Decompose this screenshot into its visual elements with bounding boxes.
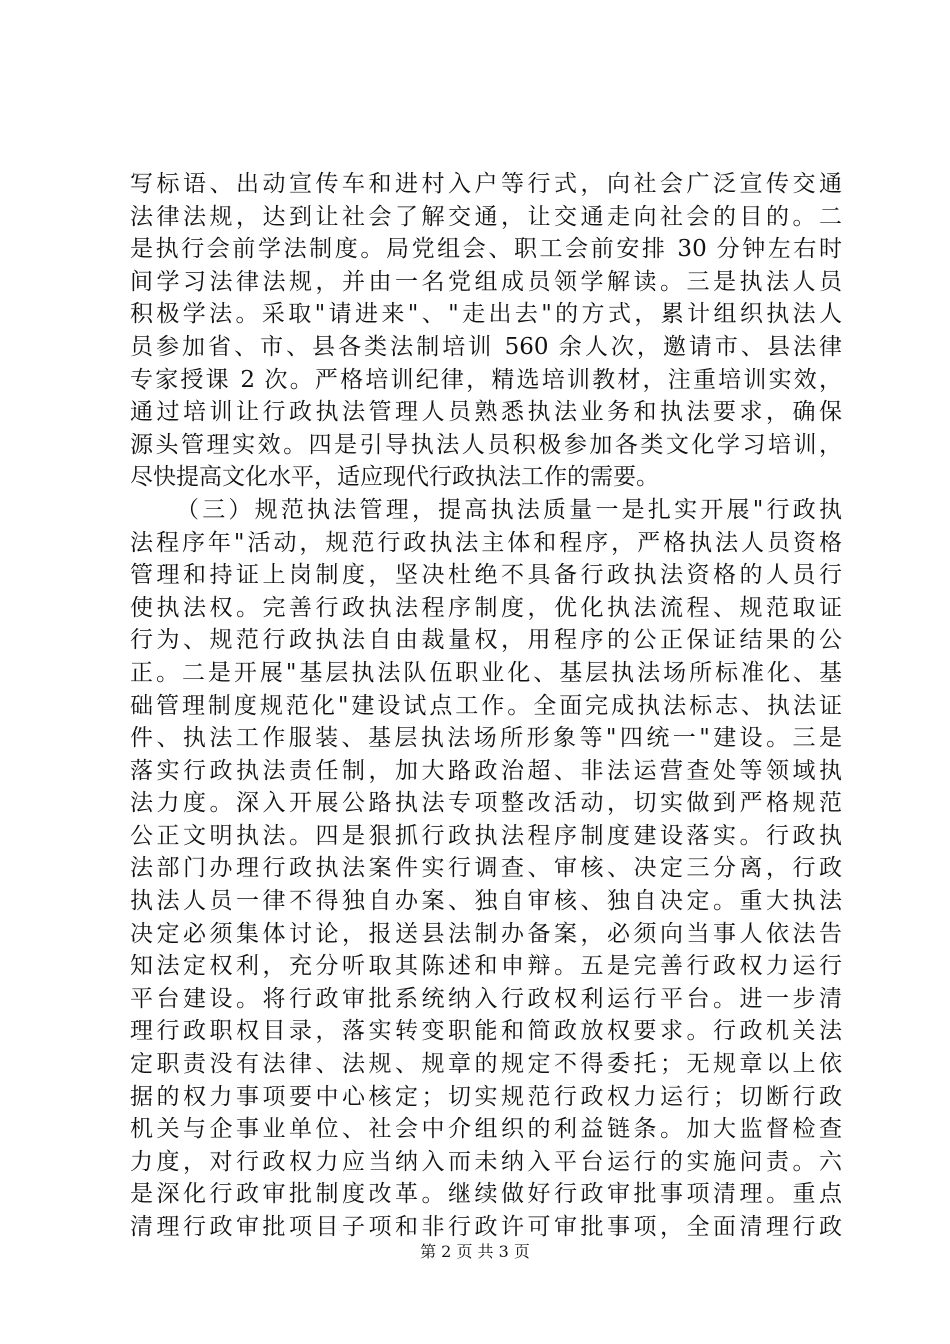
text-line: 尽快提高文化水平，适应现代行政执法工作的需要。: [130, 464, 659, 491]
text-line: 据的权力事项要中心核定；切实规范行政权力运行；切断行政: [130, 1083, 842, 1110]
page-footer: [0, 1242, 950, 1262]
text-line: 专家授课 2 次。严格培训纪律，精选培训教材，注重培训实效，: [130, 366, 842, 393]
text-line: 通过培训让行政执法管理人员熟悉执法业务和执法要求，确保: [130, 399, 842, 426]
text-line: 件、执法工作服装、基层执法场所形象等"四统一"建设。三是: [130, 725, 842, 752]
text-line: 力度，对行政权力应当纳入而未纳入平台运行的实施问责。六: [130, 1148, 842, 1175]
text-line: 行为、规范行政执法自由裁量权，用程序的公正保证结果的公: [130, 627, 842, 654]
text-line: 定职责没有法律、法规、规章的规定不得委托；无规章以上依: [130, 1051, 842, 1078]
text-line: 正。二是开展"基层执法队伍职业化、基层执法场所标准化、基: [130, 659, 842, 686]
text-line: 执法人员一律不得独自办案、独自审核、独自决定。重大执法: [130, 888, 842, 915]
text-line: 源头管理实效。四是引导执法人员积极参加各类文化学习培训，: [130, 431, 842, 458]
text-line: 决定必须集体讨论，报送县法制办备案，必须向当事人依法告: [130, 920, 842, 947]
body-text: [130, 168, 842, 1244]
text-line: 积极学法。采取"请进来"、"走出去"的方式，累计组织执法人: [130, 301, 842, 328]
text-line: 法力度。深入开展公路执法专项整改活动，切实做到严格规范: [130, 790, 842, 817]
text-line: 机关与企事业单位、社会中介组织的利益链条。加大监督检查: [130, 1116, 842, 1143]
page-number-label: 第 2 页 共 3 页: [420, 1242, 530, 1261]
text-line: 法程序年"活动，规范行政执法主体和程序，严格执法人员资格: [130, 529, 842, 556]
text-line: 平台建设。将行政审批系统纳入行政权利运行平台。进一步清: [130, 985, 842, 1012]
text-line: 间学习法律法规，并由一名党组成员领学解读。三是执法人员: [130, 268, 842, 295]
text-line: 写标语、出动宣传车和进村入户等行式，向社会广泛宣传交通: [130, 171, 842, 197]
text-line: 员参加省、市、县各类法制培训 560 余人次，邀请市、县法律: [130, 333, 842, 360]
text-line: 清理行政审批项目子项和非行政许可审批事项，全面清理行政: [130, 1214, 842, 1240]
paragraph-heading-line: （三）规范执法管理，提高执法质量一是扎实开展"行政执: [176, 496, 842, 523]
text-line: 础管理制度规范化"建设试点工作。全面完成执法标志、执法证: [130, 692, 842, 719]
text-line: 落实行政执法责任制，加大路政治超、非法运营查处等领域执: [130, 757, 842, 784]
text-line: 法部门办理行政执法案件实行调查、审核、决定三分离，行政: [130, 855, 842, 882]
text-line: 公正文明执法。四是狠抓行政执法程序制度建设落实。行政执: [130, 822, 842, 849]
text-line: 是执行会前学法制度。局党组会、职工会前安排 30 分钟左右时: [130, 236, 842, 263]
text-line: 法律法规，达到让社会了解交通，让交通走向社会的目的。二: [130, 203, 842, 230]
text-line: 知法定权利，充分听取其陈述和申辩。五是完善行政权力运行: [130, 953, 842, 980]
text-line: 管理和持证上岗制度，坚决杜绝不具备行政执法资格的人员行: [130, 562, 842, 589]
text-line: 使执法权。完善行政执法程序制度，优化执法流程、规范取证: [130, 594, 842, 621]
text-line: 是深化行政审批制度改革。继续做好行政审批事项清理。重点: [130, 1181, 842, 1208]
text-line: 理行政职权目录，落实转变职能和简政放权要求。行政机关法: [130, 1018, 842, 1045]
